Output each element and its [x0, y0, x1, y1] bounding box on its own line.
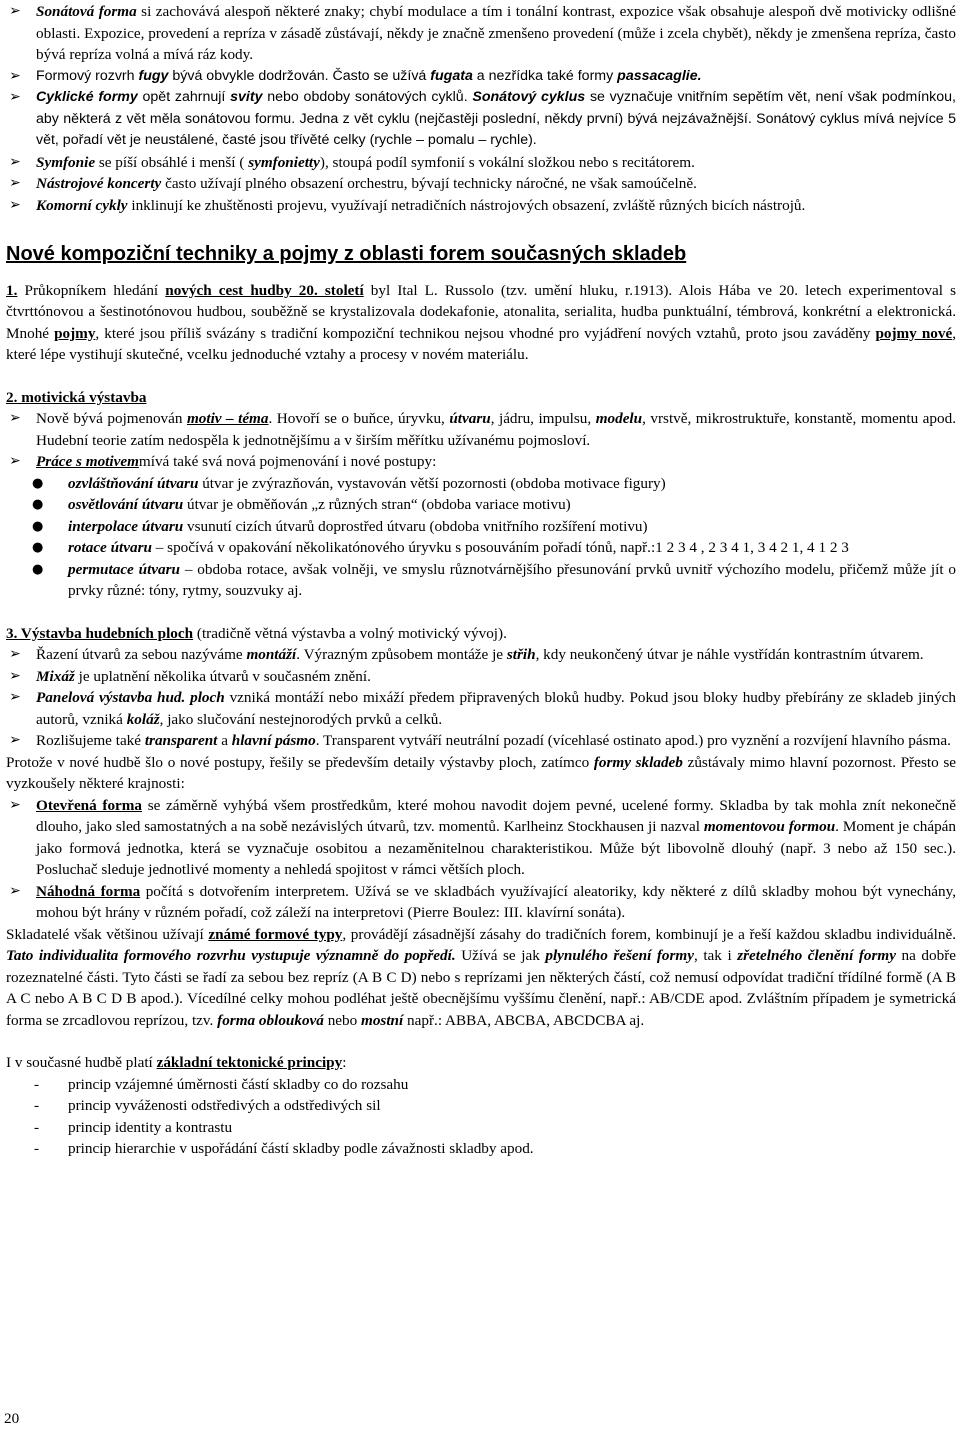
motif-technique-run: – obdoba rotace, avšak volněji, ve smyslu různotvárnějšího přesunování prvků uvnitř výchozího modelu, přičemž může jít o prvky různé: tóny, rytmy, souzvuky aj. [68, 560, 956, 599]
arrowhead-bullet-icon: ➢ [9, 453, 21, 469]
page-number: 20 [4, 1410, 20, 1427]
forms-list-run: svity [230, 89, 263, 105]
section-1-run: , které lépe vystihují skutečné, vcelku jednoduché vztahy a procesy v novém materiálu. [6, 324, 957, 363]
principle-text: princip identity a kontrastu [68, 1118, 233, 1136]
arrowhead-bullet-icon: ➢ [9, 196, 21, 213]
arrowhead-bullet-icon: ➢ [9, 689, 21, 705]
dash-bullet: - [34, 1140, 40, 1157]
section-3-title [6, 623, 956, 645]
surface-building-item [6, 687, 956, 730]
surface-building-run: Panelová výstavba hud. ploch [36, 689, 225, 706]
section-3-paragraph [6, 752, 956, 795]
section-3-run: Protože v nové hudbě šlo o nové postupy, řešily se především detaily výstavby ploch, zatímco [6, 753, 594, 771]
forms-list-item [6, 87, 956, 152]
surface-building-run: transparent [144, 732, 218, 749]
dot-bullet-icon: ● [32, 475, 44, 491]
motif-technique-item [6, 537, 956, 559]
surface-building-run: střih [506, 646, 536, 663]
forms-list-run: Sonátový cyklus [472, 89, 586, 105]
forms-list-item [6, 1, 956, 66]
forms-list-run: ), stoupá podíl symfonií s vokální složkou nebo s recitátorem. [319, 153, 695, 171]
surface-building-run: . Výrazným způsobem montáže je [296, 646, 507, 663]
principle-item [6, 1117, 956, 1139]
principle-text: princip hierarchie v uspořádání částí skladby podle závažnosti skladby apod. [68, 1140, 534, 1157]
forms-list-run: opět zahrnují [142, 89, 231, 105]
motif-technique-run: útvar je zvýrazňován, vystavován větší pozornosti (obdoba motivace figury) [202, 474, 666, 492]
forms-list-run: se vyznačuje vnitřním sepětím vět, není však podmínkou, aby některá z vět měla sonátovou formu. Jedna z vět cyklu (nejčastěji poslední, někdy první) bývá nejzávažnější. Sonátový cyklus mívá nejvíce 5 vět, pořadí vět je neustálené, časté jsou třívěté celky (rychle – pomalu – rychle). [36, 89, 956, 148]
surface-building-run: vzniká montáží nebo mixáží předem připravených bloků hudby. Pokud jsou bloky hudby přebírány ze skladeb jiných autorů, vzniká [36, 689, 957, 728]
arrowhead-bullet-icon: ➢ [9, 153, 21, 170]
closing-run: Skladatelé však většinou užívají [6, 925, 209, 943]
motivic-list-run: motiv – téma [186, 410, 269, 427]
forms-list-run: fugy [138, 67, 169, 84]
extreme-forms-item [6, 795, 956, 881]
section-3-run: formy skladeb [593, 753, 683, 771]
forms-list-run: passacaglie. [617, 67, 702, 84]
arrowhead-bullet-icon: ➢ [9, 3, 21, 19]
section-1-paragraph [6, 280, 956, 366]
dash-bullet: - [34, 1097, 40, 1114]
forms-list-run: fugata [430, 67, 473, 84]
surface-building-run: je uplatnění několika útvarů v současném znění. [74, 667, 371, 685]
motivic-list-run: útvaru [449, 410, 491, 427]
dot-bullet-icon: ● [32, 497, 44, 512]
extreme-forms-run: momentovou formou [703, 818, 836, 835]
forms-list-item [6, 66, 956, 88]
forms-list-run: inklinují ke zhuštěnosti projevu, využívají netradičních nástrojových obsazení, zvláště různých bicích nástrojů. [131, 196, 806, 214]
closing-run: , tak i [693, 947, 738, 964]
section-1-run: , které jsou příliš svázány s tradiční kompoziční technikou nejsou vhodné pro vyjádření nových vztahů, proto jsou zaváděny [95, 324, 876, 342]
section-2-title [6, 387, 956, 409]
motif-technique-run: – spočívá v opakování několikatónového úryvku s posouváním pořadí tónů, např.:1 2 3 4 , 2 3 4 1, 3 4 2 1, 4 1 2 3 [155, 539, 849, 556]
extreme-forms-run: Náhodná forma [36, 882, 141, 900]
forms-list-run: Komorní cykly [36, 196, 128, 214]
arrowhead-bullet-icon: ➢ [9, 89, 21, 105]
motivic-list-run: , vrstvě, mikrostruktuře, konstantě, momentu apod. Hudební teorie zatím nedospěla k jednotnějšímu a v širším měřítku užívanému pojmosloví. [36, 410, 956, 449]
motif-technique-run: interpolace útvaru [68, 517, 184, 535]
principles-intro-run: : [342, 1054, 347, 1071]
closing-run: Tato individualita formového rozvrhu vystupuje významně do popředí. [6, 947, 456, 964]
closing-run: , provádějí zásadnější zásahy do tradičních forem, kombinují je a řeší každou skladbu individuálně. [342, 925, 957, 943]
surface-building-run: . Transparent vytváří neutrální pozadí (vícehlasé ostinato apod.) pro vyznění a rozvíjení hlavního pásma. [315, 732, 951, 749]
arrowhead-bullet-icon: ➢ [9, 410, 21, 426]
forms-list-run: si zachovává alespoň některé znaky; chybí modulace a tím i tonální kontrast, expozice však obsahuje alespoň dvě motivicky odlišné oblasti. Expozice, provedení a repríza v zásadě zůstávají, někdy je značně zmenšeno provedení (může i zcela chybět), někdy je zmenšena repríza, často bývá repríza volná a mívá ráz kody. [36, 3, 957, 63]
surface-building-run: koláž [126, 710, 160, 728]
section-heading: Nové kompoziční techniky a pojmy z oblasti forem současných skladeb [6, 243, 687, 265]
surface-building-run: a [221, 732, 232, 749]
forms-list-run: často užívají plného obsazení orchestru, bývají technicky náročné, ne však samoúčelně. [165, 175, 697, 192]
motif-technique-run: permutace útvaru [68, 560, 180, 578]
section-1-run: nových cest hudby 20. století [165, 281, 364, 299]
surface-building-run: , kdy neukončený útvar je náhle vystřídán kontrastním útvarem. [535, 646, 924, 663]
section-1-run: byl Ital L. Russolo (tzv. umění hluku, r.1913). Alois Hába ve 20. letech experimentoval s čtvrttónovou a šestinotónovou hudbou, souběžně se krystalizovala dodekafonie, atonalita, serialita, hudba punktuální, témbrová, konkrétní a elektronická. Mnohé [6, 281, 957, 342]
surface-building-run: Rozlišujeme také [36, 732, 145, 749]
motivic-list-item [6, 451, 956, 473]
surface-building-run: Řazení útvarů za sebou nazýváme [36, 646, 247, 663]
dot-bullet-icon: ● [32, 561, 44, 577]
motif-technique-item [6, 494, 956, 516]
closing-run: Užívá se jak [455, 947, 546, 964]
extreme-forms-item [6, 881, 956, 924]
extreme-forms-list [6, 795, 956, 924]
motif-technique-item [6, 473, 956, 495]
forms-list-run: Nástrojové koncerty [36, 175, 162, 192]
principles-intro-run: základní tektonické principy [156, 1054, 343, 1071]
arrowhead-bullet-icon: ➢ [9, 175, 21, 191]
surface-building-list [6, 644, 956, 752]
surface-building-run: Mixáž [36, 667, 75, 685]
closing-paragraph [6, 924, 956, 1032]
principle-item [6, 1074, 956, 1096]
motif-technique-run: rotace útvaru [68, 539, 152, 556]
surface-building-item [6, 666, 956, 688]
forms-list [6, 1, 956, 216]
closing-run: forma oblouková [217, 1011, 324, 1029]
surface-building-run: , jako slučování nestejnorodých prvků a celků. [159, 710, 443, 728]
arrowhead-bullet-icon: ➢ [9, 796, 21, 813]
closing-run: na dobře rozeznatelné části. Tyto části se řadí za sebou bez repríz (A B C D) nebo s reprízami jen některých částí, což nemusí odpovídat tradiční třídílné formě (A B A C nebo A B C D B apod.). Vícedílné celky mohou podléhat ještě obecnějšímu vyššímu členění, např.: AB/CDE apod. Zvláštním případem je symetrická forma se zrcadlovou reprízou, tzv. [6, 947, 956, 1029]
motif-technique-run: ozvláštňování útvaru [68, 474, 199, 492]
motivic-list-run: Nově bývá pojmenován [36, 410, 187, 427]
motif-technique-run: útvar je obměňován „z různých stran“ (obdoba variace motivu) [186, 496, 571, 513]
section-1-run: 1. [6, 281, 18, 299]
motivic-list-item [6, 408, 956, 451]
motif-techniques-list [6, 473, 956, 602]
forms-list-run: Symfonie [36, 153, 96, 171]
section-1-run: Průkopníkem hledání [17, 281, 166, 299]
arrowhead-bullet-icon: ➢ [9, 882, 21, 899]
extreme-forms-run: se záměrně vyhýbá všem prostředkům, které mohou navodit dojem pevné, ucelené formy. Skladba by tak mohla znít nekonečně dlouho, jako sled samostatných a na sobě nezávislých útvarů, tzv. momentů. Karlheinz Stockhausen ji nazval [36, 796, 956, 835]
motivic-list-run: mívá také svá nová pojmenování i nové postupy: [138, 453, 437, 470]
motif-technique-run: osvětlování útvaru [68, 496, 184, 513]
closing-run: nebo [323, 1011, 362, 1029]
dot-bullet-icon: ● [32, 540, 44, 555]
section-3-run: zůstávaly mimo hlavní pozornost. Přesto se vyzkoušely některé krajnosti: [6, 753, 956, 792]
closing-run: známé formové typy [208, 925, 343, 943]
document-content [6, 1, 956, 1160]
forms-list-run: symfonietty [248, 153, 320, 171]
extreme-forms-run: . Moment je chápán jako formová jednotka, která se vyznačuje osobitou a nezaměnitelnou charakteristikou. Může být libovolně dlouhý (např. 3 nebo až 150 sec.). Posluchač sleduje jednotlivé momenty a nehledá spojitost v rámci větších ploch. [36, 818, 956, 878]
section-1-run: pojmy [54, 324, 96, 342]
forms-list-run: nebo obdoby sonátových cyklů. [267, 89, 473, 105]
motivic-list-run: , jádru, impulsu, [490, 410, 596, 427]
arrowhead-bullet-icon: ➢ [9, 646, 21, 662]
surface-building-run: hlavní pásmo [231, 732, 316, 749]
extreme-forms-run: Otevřená forma [36, 796, 143, 814]
principle-text: princip vyváženosti odstředivých a odstředivých sil [68, 1097, 381, 1114]
closing-run: např.: ABBA, ABCBA, ABCDCBA aj. [403, 1011, 645, 1029]
surface-building-item [6, 730, 956, 752]
principle-text: princip vzájemné úměrnosti částí skladby co do rozsahu [68, 1075, 409, 1093]
closing-run: zřetelného členění formy [737, 947, 896, 964]
principles-list [6, 1074, 956, 1160]
dash-bullet: - [34, 1118, 40, 1136]
principles-intro-run: I v současné hudbě platí [6, 1054, 157, 1071]
arrowhead-bullet-icon: ➢ [9, 67, 21, 84]
section-3-title-rest: (tradičně větná výstavba a volný motivický vývoj). [193, 624, 507, 642]
motif-technique-run: vsunutí cizích útvarů doprostřed útvaru (obdoba vnitřního rozšíření motivu) [186, 517, 648, 535]
forms-list-run: Sonátová forma [36, 3, 137, 20]
section-2-title-text: 2. motivická výstavba [6, 388, 147, 406]
forms-list-run: se píší obsáhlé i menší ( [98, 153, 245, 171]
section-3-title-text: 3. Výstavba hudebních ploch [6, 624, 194, 642]
dot-bullet-icon: ● [32, 518, 44, 534]
principles-intro [6, 1052, 956, 1074]
forms-list-item [6, 195, 956, 217]
forms-list-item [6, 152, 956, 174]
closing-run: plynulého řešení formy [545, 947, 694, 964]
forms-list-run: a nezřídka také formy [476, 67, 618, 84]
surface-building-run: montáží [246, 646, 297, 663]
dash-bullet: - [34, 1075, 40, 1093]
motif-technique-item [6, 516, 956, 538]
extreme-forms-run: počítá s dotvořením interpretem. Užívá se ve skladbách využívající aleatoriky, kdy některé z dílů skladby mohou být vynechány, mohou být hrány v různém pořadí, což záleží na interpretovi (Pierre Boulez: III. klavírní sonáta). [36, 882, 956, 921]
forms-list-run: Cyklické formy [36, 89, 138, 105]
principle-item [6, 1095, 956, 1117]
motivic-list-run: modelu [595, 410, 643, 427]
principle-item [6, 1138, 956, 1160]
motif-technique-item [6, 559, 956, 602]
forms-list-run: bývá obvykle dodržován. Často se užívá [172, 67, 431, 84]
section-1-run: pojmy nové [875, 324, 953, 342]
arrowhead-bullet-icon: ➢ [9, 732, 21, 748]
motivic-list-run: Práce s motivem [36, 453, 139, 470]
motivic-list [6, 408, 956, 473]
arrowhead-bullet-icon: ➢ [9, 667, 21, 684]
forms-list-run: Formový rozvrh [36, 67, 139, 84]
surface-building-item [6, 644, 956, 666]
closing-run: mostní [361, 1011, 404, 1029]
motivic-list-run: . Hovoří se o buňce, úryvku, [268, 410, 450, 427]
forms-list-item [6, 173, 956, 195]
